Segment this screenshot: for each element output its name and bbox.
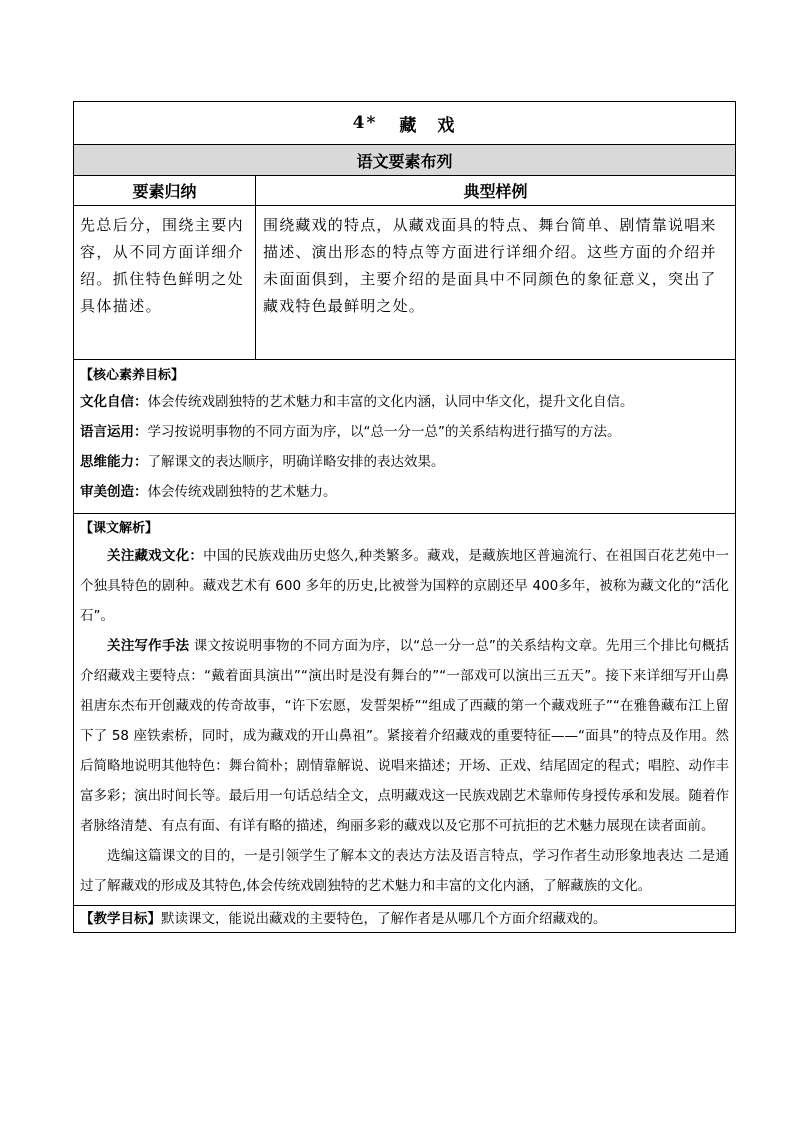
goal-label: 文化自信： <box>80 394 148 410</box>
column-header-row <box>74 176 735 206</box>
column-header-example: 典型样例 <box>463 182 528 201</box>
analysis-tag: 【课文解析】 <box>80 521 159 536</box>
goal-text: 学习按说明事物的不同方面为序，以“总一分一总”的关系结构进行描写的方法。 <box>147 424 621 440</box>
goal-text: 体会传统戏剧独特的艺术魅力和丰富的文化内涵，认同中华文化，提升文化自信。 <box>147 394 634 410</box>
elements-body-row <box>74 206 735 360</box>
goal-label: 审美创造： <box>80 484 148 500</box>
analysis-paragraph-purpose: 选编这篇课文的目的，一是引领学生了解本文的表达方法及语言特点，学习作者生动形象地表达 二是通过了解藏戏的形成及其特色,体会传统戏剧独特的艺术魅力和丰富的文化内涵，了解藏族的文化。 <box>80 848 729 894</box>
lesson-number: 4* <box>352 113 378 133</box>
analysis-label: 关注藏戏文化： <box>107 548 204 564</box>
analysis-text: 课文按说明事物的不同方面为序，以“总一分一总”的关系结构文章。先用三个排比句概括介绍藏戏主要特点：“戴着面具演出”“演出时是没有舞台的”“一部戏可以演出三五天”。接下来详细写开山鼻祖唐东杰布开创藏戏的传奇故事，“许下宏愿，发誓架桥”“组成了西藏的第一个藏戏班子”“在雅鲁藏布江上留下了 58 座铁索桥，同时，成为藏戏的开山鼻祖”。紧接着介绍藏戏的重要特征——“面具”的特点及作用。然后简略地说明其他特色：舞台简朴；剧情靠解说、说唱来描述；开场、正戏、结尾固定的程式；唱腔、动作丰富多彩；演出时间长等。最后用一句话总结全文，点明藏戏这一民族戏剧艺术靠师传身授传承和发展。随着作者脉络清楚、有点有面、有详有略的描述，绚丽多彩的藏戏以及它那不可抗拒的艺术魅力展现在读者面前。 <box>80 638 730 834</box>
goal-text: 了解课文的表达顺序，明确详略安排的表达效果。 <box>147 454 445 470</box>
goal-label: 思维能力： <box>80 454 148 470</box>
lesson-table <box>73 101 736 933</box>
goal-item <box>80 447 729 477</box>
lesson-title-row <box>74 102 735 145</box>
goal-item <box>80 417 729 447</box>
column-header-summary: 要素归纳 <box>74 176 256 205</box>
teaching-goal-tag: 【教学目标】 <box>80 911 161 927</box>
teaching-goal-row <box>74 906 735 932</box>
goal-item <box>80 477 729 507</box>
goal-item <box>80 387 729 417</box>
analysis-label: 关注写作手法 <box>107 638 190 654</box>
teaching-goal-text: 默读课文，能说出藏戏的主要特色，了解作者是从哪几个方面介绍藏戏的。 <box>161 911 607 927</box>
section-title: 语文要素布列 <box>74 145 735 176</box>
analysis-paragraph-culture <box>80 541 729 631</box>
analysis-paragraph-writing <box>80 631 729 841</box>
summary-cell: 先总后分，围绕主要内容，从不同方面详细介绍。抓住特色鲜明之处具体描述。 <box>74 206 256 359</box>
example-cell: 围绕藏戏的特点，从藏戏面具的特点、舞台简单、剧情靠说唱来描述、演出形态的特点等方面进行详细介绍。这些方面的介绍并未面面俱到，主要介绍的是面具中不同颜色的象征意义，突出了藏戏特色最鲜明之处。 <box>263 216 717 315</box>
goal-label: 语言运用： <box>80 424 148 440</box>
core-goals-tag: 【核心素养目标】 <box>80 368 185 383</box>
lesson-title: 藏 戏 <box>399 115 457 136</box>
analysis-text: 中国的民族戏曲历史悠久,种类繁多。藏戏，是藏族地区普遍流行、在祖国百花艺苑中一个独具特色的剧种。藏戏艺术有 600 多年的历史,比被誉为国粹的京剧还早 400多年，被称为藏文化的“活化石”。 <box>80 548 729 624</box>
text-analysis-section <box>74 514 735 906</box>
goal-text: 体会传统戏剧独特的艺术魅力。 <box>147 484 337 500</box>
core-goals-section <box>74 360 735 514</box>
